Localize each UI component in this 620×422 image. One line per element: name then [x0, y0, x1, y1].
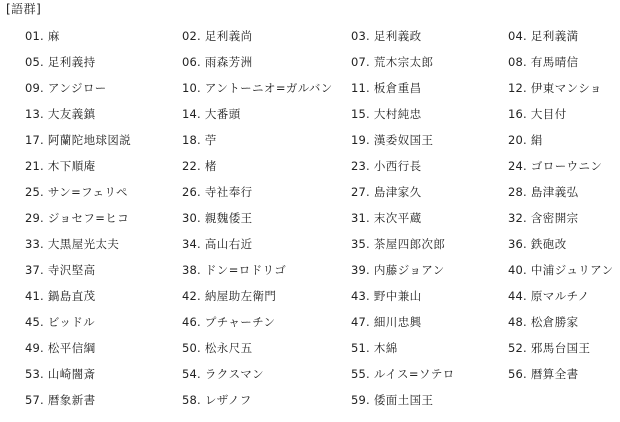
- term-number: 25.: [25, 185, 44, 199]
- term-number: 33.: [25, 237, 44, 251]
- term-label: 鉄砲改: [530, 237, 567, 251]
- term-number: 49.: [25, 341, 44, 355]
- term-number: 42.: [182, 289, 201, 303]
- term-number: 54.: [182, 367, 201, 381]
- term-number: 27.: [351, 185, 370, 199]
- term-label: 阿蘭陀地球図説: [47, 133, 132, 147]
- term-label: ゴローウニン: [530, 159, 603, 173]
- term-number: 14.: [182, 107, 201, 121]
- term-label: アンジロー: [47, 81, 107, 95]
- term-number: 59.: [351, 393, 370, 407]
- term-item: [25, 205, 182, 231]
- term-number: 01.: [25, 29, 44, 43]
- term-number: 07.: [351, 55, 370, 69]
- term-label: 高山右近: [204, 237, 253, 251]
- term-label: 苧: [204, 133, 217, 147]
- term-label: 松平信綱: [47, 341, 96, 355]
- term-label: 大黒屋光太夫: [47, 237, 120, 251]
- term-label: 島津家久: [373, 185, 422, 199]
- term-label: 伊東マンショ: [530, 81, 602, 95]
- term-number: 32.: [508, 211, 527, 225]
- term-label: レザノフ: [204, 393, 252, 407]
- term-label: 暦象新書: [47, 393, 96, 407]
- term-item: [25, 179, 182, 205]
- term-number: 56.: [508, 367, 527, 381]
- term-number: 09.: [25, 81, 44, 95]
- term-number: 17.: [25, 133, 44, 147]
- term-number: 18.: [182, 133, 201, 147]
- term-label: 足利義満: [530, 29, 579, 43]
- term-item: [182, 49, 351, 75]
- term-item: [25, 361, 182, 387]
- term-item: [182, 127, 351, 153]
- term-number: 23.: [351, 159, 370, 173]
- term-number: 02.: [182, 29, 201, 43]
- term-number: 35.: [351, 237, 370, 251]
- term-number: 38.: [182, 263, 201, 277]
- term-item: [25, 23, 182, 49]
- term-number: 58.: [182, 393, 201, 407]
- term-item: [25, 127, 182, 153]
- term-number: 43.: [351, 289, 370, 303]
- term-number: 19.: [351, 133, 370, 147]
- term-number: 57.: [25, 393, 44, 407]
- term-number: 51.: [351, 341, 370, 355]
- term-number: 22.: [182, 159, 201, 173]
- term-item: [182, 153, 351, 179]
- term-item: [25, 283, 182, 309]
- term-item: [351, 127, 508, 153]
- term-number: 03.: [351, 29, 370, 43]
- term-item: [25, 257, 182, 283]
- term-number: 13.: [25, 107, 44, 121]
- term-item: [508, 23, 615, 49]
- term-number: 04.: [508, 29, 527, 43]
- term-item: [351, 101, 508, 127]
- term-label: 末次平蔵: [373, 211, 422, 225]
- term-item: [508, 283, 615, 309]
- term-number: 47.: [351, 315, 370, 329]
- term-item: [351, 361, 508, 387]
- term-label: 野中兼山: [373, 289, 422, 303]
- term-item: [182, 179, 351, 205]
- term-item: [351, 49, 508, 75]
- term-label: 絹: [530, 133, 543, 147]
- term-item: [508, 179, 615, 205]
- term-item: [182, 75, 351, 101]
- term-item: [351, 283, 508, 309]
- term-number: 40.: [508, 263, 527, 277]
- term-number: 06.: [182, 55, 201, 69]
- term-label: 足利義尚: [204, 29, 253, 43]
- term-label: 寺沢堅高: [47, 263, 96, 277]
- term-label: 寺社奉行: [204, 185, 253, 199]
- term-item: [508, 205, 615, 231]
- term-label: ルイス=ソテロ: [373, 367, 455, 381]
- term-label: 大番頭: [204, 107, 241, 121]
- term-label: 足利義政: [373, 29, 422, 43]
- term-item: [351, 335, 508, 361]
- term-item: [508, 309, 615, 335]
- term-label: 大目付: [530, 107, 567, 121]
- term-item: [351, 387, 508, 413]
- term-number: 31.: [351, 211, 370, 225]
- term-label: ラクスマン: [204, 367, 265, 381]
- term-label: 荒木宗太郎: [373, 55, 434, 69]
- term-item: [25, 387, 182, 413]
- term-item: [25, 153, 182, 179]
- term-item: [508, 257, 615, 283]
- term-label: 細川忠興: [373, 315, 422, 329]
- term-number: 36.: [508, 237, 527, 251]
- term-item: [25, 335, 182, 361]
- term-number: 53.: [25, 367, 44, 381]
- term-label: 暦算全書: [530, 367, 579, 381]
- term-item: [351, 205, 508, 231]
- term-number: 26.: [182, 185, 201, 199]
- term-label: ビッドル: [47, 315, 96, 329]
- term-number: 05.: [25, 55, 44, 69]
- term-item: [25, 231, 182, 257]
- term-label: 雨森芳洲: [204, 55, 253, 69]
- term-label: 原マルチノ: [530, 289, 590, 303]
- term-item: [508, 49, 615, 75]
- term-item: [351, 75, 508, 101]
- term-item: [182, 205, 351, 231]
- term-label: 麻: [47, 29, 60, 43]
- term-number: 10.: [182, 81, 201, 95]
- term-label: 板倉重昌: [373, 81, 422, 95]
- term-label: 内藤ジョアン: [373, 263, 445, 277]
- term-label: 足利義持: [47, 55, 96, 69]
- term-number: 39.: [351, 263, 370, 277]
- term-label: 含密開宗: [530, 211, 579, 225]
- term-number: 37.: [25, 263, 44, 277]
- term-item: [182, 231, 351, 257]
- word-group-heading: [語群]: [6, 2, 42, 16]
- term-label: 島津義弘: [530, 185, 579, 199]
- term-label: ジョセフ=ヒコ: [47, 211, 130, 225]
- term-label: 小西行長: [373, 159, 422, 173]
- term-number: 44.: [508, 289, 527, 303]
- term-label: 松倉勝家: [530, 315, 579, 329]
- term-number: 08.: [508, 55, 527, 69]
- term-item: [182, 387, 351, 413]
- term-label: 邪馬台国王: [530, 341, 591, 355]
- term-item: [508, 127, 615, 153]
- term-item: [508, 361, 615, 387]
- term-label: ドン=ロドリゴ: [204, 263, 287, 277]
- term-number: 16.: [508, 107, 527, 121]
- term-label: 木綿: [373, 341, 398, 355]
- term-item: [351, 231, 508, 257]
- term-item: [351, 309, 508, 335]
- term-number: 28.: [508, 185, 527, 199]
- term-label: プチャーチン: [204, 315, 276, 329]
- term-label: 鍋島直茂: [47, 289, 96, 303]
- term-item: [182, 257, 351, 283]
- term-label: 倭面土国王: [373, 393, 434, 407]
- term-item: [182, 361, 351, 387]
- term-number: 55.: [351, 367, 370, 381]
- term-label: 松永尺五: [204, 341, 253, 355]
- term-item: [508, 335, 615, 361]
- term-number: 34.: [182, 237, 201, 251]
- term-item: [25, 101, 182, 127]
- term-item: [182, 309, 351, 335]
- term-label: 大村純忠: [373, 107, 422, 121]
- term-item: [25, 309, 182, 335]
- term-label: 楮: [204, 159, 217, 173]
- term-label: 茶屋四郎次郎: [373, 237, 446, 251]
- term-number: 24.: [508, 159, 527, 173]
- term-item: [351, 153, 508, 179]
- term-label: 山崎闇斎: [47, 367, 96, 381]
- term-label: 有馬晴信: [530, 55, 579, 69]
- term-item: [351, 23, 508, 49]
- term-number: 11.: [351, 81, 370, 95]
- term-number: 41.: [25, 289, 44, 303]
- term-label: 漢委奴国王: [373, 133, 434, 147]
- term-label: 中浦ジュリアン: [530, 263, 614, 277]
- term-item: [25, 75, 182, 101]
- term-item: [351, 179, 508, 205]
- term-item: [25, 49, 182, 75]
- term-number: 15.: [351, 107, 370, 121]
- term-number: 52.: [508, 341, 527, 355]
- term-item: [182, 335, 351, 361]
- term-label: 木下順庵: [47, 159, 96, 173]
- term-label: アントーニオ=ガルバン: [204, 81, 333, 95]
- term-number: 45.: [25, 315, 44, 329]
- term-label: 納屋助左衛門: [204, 289, 277, 303]
- term-label: 親魏倭王: [204, 211, 253, 225]
- term-number: 50.: [182, 341, 201, 355]
- term-number: 20.: [508, 133, 527, 147]
- term-number: 12.: [508, 81, 527, 95]
- term-number: 48.: [508, 315, 527, 329]
- term-item: [182, 101, 351, 127]
- term-item: [508, 231, 615, 257]
- term-item: [508, 153, 615, 179]
- term-item: [508, 75, 615, 101]
- term-number: 30.: [182, 211, 201, 225]
- term-number: 46.: [182, 315, 201, 329]
- term-item: [351, 257, 508, 283]
- term-item: [182, 23, 351, 49]
- term-number: 29.: [25, 211, 44, 225]
- term-label: 大友義鎮: [47, 107, 96, 121]
- term-item: [508, 101, 615, 127]
- term-number: 21.: [25, 159, 44, 173]
- term-item: [182, 283, 351, 309]
- term-grid: [25, 23, 615, 413]
- term-label: サン=フェリペ: [47, 185, 128, 199]
